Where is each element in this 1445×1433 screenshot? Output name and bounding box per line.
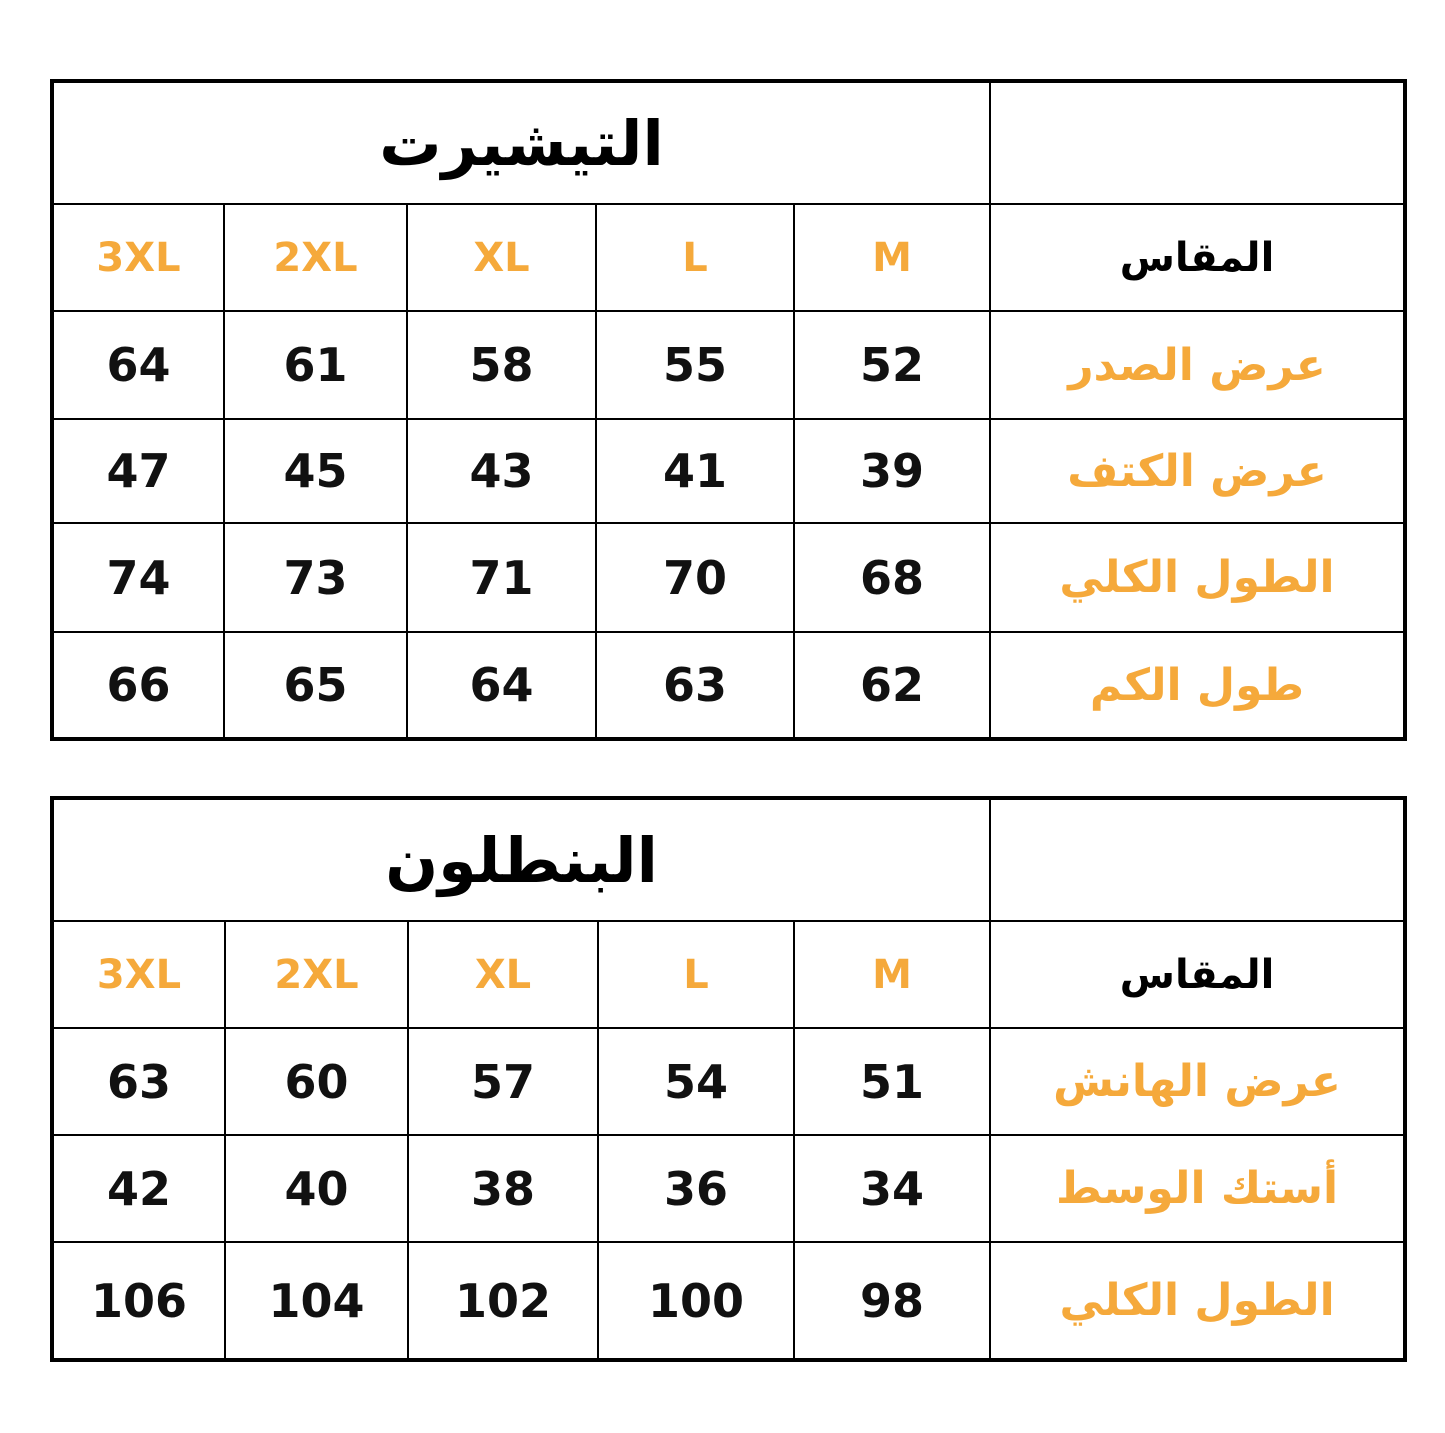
row-label: الطول الكلي (990, 523, 1404, 632)
table-row (53, 311, 1404, 419)
value-cell: 100 (598, 1242, 794, 1359)
shirt-size-l: L (596, 204, 794, 311)
value-cell: 66 (53, 632, 224, 738)
value-cell: 106 (53, 1242, 225, 1359)
value-cell: 42 (53, 1135, 225, 1242)
value-cell: 61 (224, 311, 407, 419)
row-label: أستك الوسط (990, 1135, 1404, 1242)
pants-size-2xl: 2XL (225, 921, 408, 1028)
shirt-size-3xl: 3XL (53, 204, 224, 311)
pants-title: البنطلون (53, 799, 990, 921)
value-cell: 40 (225, 1135, 408, 1242)
row-label: طول الكم (990, 632, 1404, 738)
value-cell: 62 (794, 632, 990, 738)
table-row (53, 1135, 1404, 1242)
table-row (53, 1028, 1404, 1135)
value-cell: 98 (794, 1242, 990, 1359)
value-cell: 55 (596, 311, 794, 419)
shirt-size-table (52, 81, 1405, 739)
row-label: عرض الهانش (990, 1028, 1404, 1135)
value-cell: 51 (794, 1028, 990, 1135)
pants-size-xl: XL (408, 921, 598, 1028)
value-cell: 63 (596, 632, 794, 738)
pants-empty-corner (990, 799, 1404, 921)
value-cell: 73 (224, 523, 407, 632)
value-cell: 36 (598, 1135, 794, 1242)
value-cell: 70 (596, 523, 794, 632)
shirt-empty-corner (990, 82, 1404, 204)
shirt-size-xl: XL (407, 204, 596, 311)
table-row (53, 523, 1404, 632)
value-cell: 64 (407, 632, 596, 738)
pants-size-l: L (598, 921, 794, 1028)
value-cell: 43 (407, 419, 596, 523)
value-cell: 60 (225, 1028, 408, 1135)
value-cell: 102 (408, 1242, 598, 1359)
shirt-title: التيشيرت (53, 82, 990, 204)
value-cell: 57 (408, 1028, 598, 1135)
value-cell: 63 (53, 1028, 225, 1135)
value-cell: 64 (53, 311, 224, 419)
value-cell: 104 (225, 1242, 408, 1359)
row-label: عرض الكتف (990, 419, 1404, 523)
value-cell: 74 (53, 523, 224, 632)
value-cell: 47 (53, 419, 224, 523)
value-cell: 68 (794, 523, 990, 632)
value-cell: 52 (794, 311, 990, 419)
table-row (53, 419, 1404, 523)
value-cell: 71 (407, 523, 596, 632)
pants-size-label: المقاس (990, 921, 1404, 1028)
value-cell: 65 (224, 632, 407, 738)
row-label: عرض الصدر (990, 311, 1404, 419)
shirt-size-label: المقاس (990, 204, 1404, 311)
value-cell: 58 (407, 311, 596, 419)
shirt-size-2xl: 2XL (224, 204, 407, 311)
value-cell: 54 (598, 1028, 794, 1135)
shirt-size-m: M (794, 204, 990, 311)
pants-size-3xl: 3XL (53, 921, 225, 1028)
pants-size-m: M (794, 921, 990, 1028)
value-cell: 38 (408, 1135, 598, 1242)
table-row (53, 1242, 1404, 1359)
value-cell: 39 (794, 419, 990, 523)
value-cell: 34 (794, 1135, 990, 1242)
value-cell: 45 (224, 419, 407, 523)
value-cell: 41 (596, 419, 794, 523)
pants-size-table (52, 798, 1405, 1360)
table-row (53, 632, 1404, 738)
row-label: الطول الكلي (990, 1242, 1404, 1359)
